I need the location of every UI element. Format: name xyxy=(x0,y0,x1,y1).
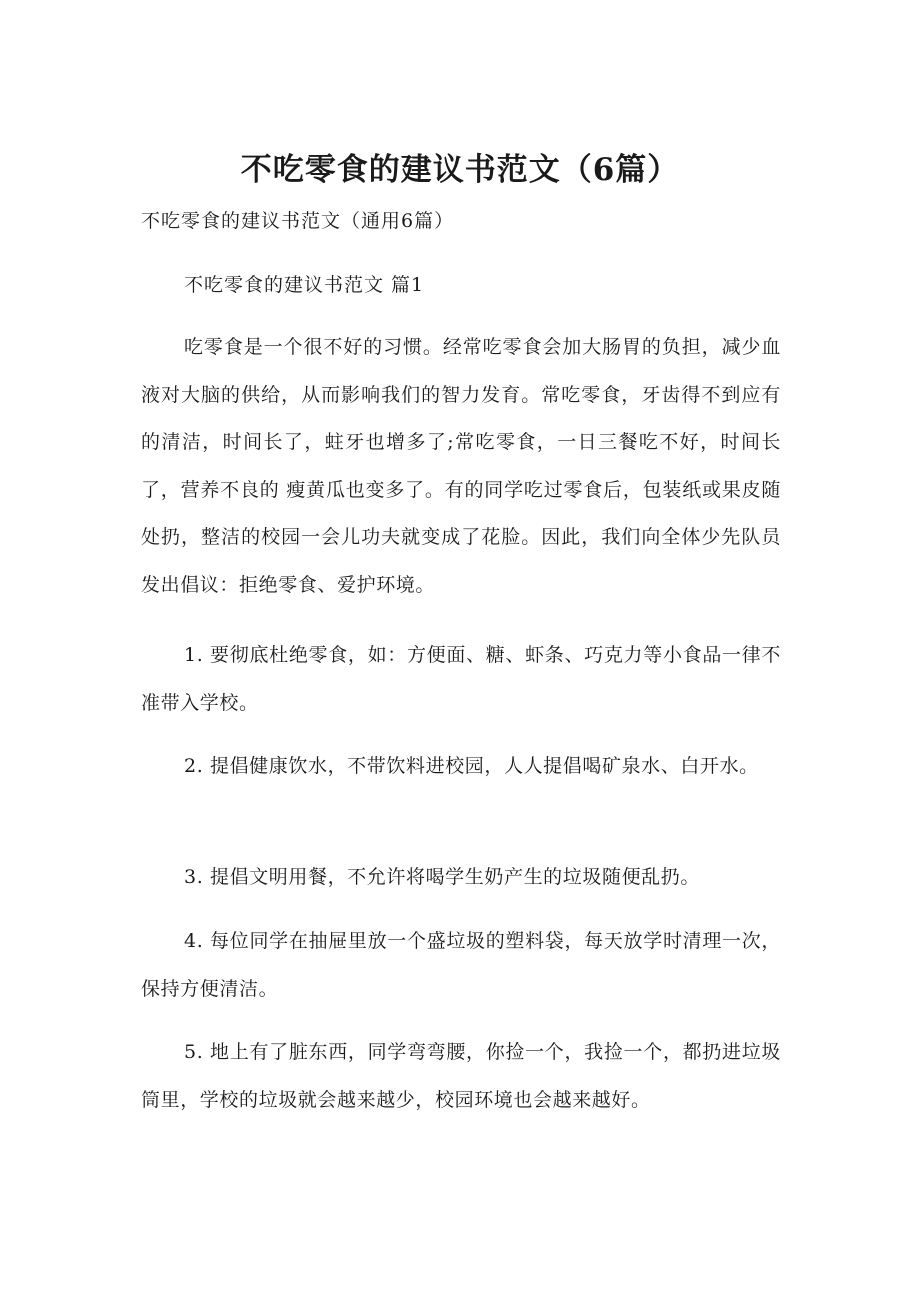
list-item: 2. 提倡健康饮水，不带饮料进校园，人人提倡喝矿泉水、白开水。 xyxy=(184,755,759,777)
document-subtitle: 不吃零食的建议书范文（通用6篇） xyxy=(141,210,455,232)
section-heading: 不吃零食的建议书范文 篇1 xyxy=(184,274,425,296)
intro-paragraph: 吃零食是一个很不好的习惯。经常吃零食会加大肠胃的负担，减少血液对大脑的供给，从而影响我们的智力发育。常吃零食，牙齿得不到应有的清洁，时间长了，蛀牙也增多了;常吃零食，一日三餐吃不好，时间长了，营养不良的 瘦黄瓜也变多了。有的同学吃过零食后，包装纸或果皮随处扔，整洁的校园一会儿功夫就变成了花脸。因此，我们向全体少先队员发出倡议：拒绝零食、爱护环境。 xyxy=(141,336,781,596)
document-title: 不吃零食的建议书范文（6篇） xyxy=(240,152,680,188)
list-item: 4. 每位同学在抽屉里放一个盛垃圾的塑料袋，每天放学时清理一次，保持方便清洁。 xyxy=(141,930,781,1000)
list-item: 1. 要彻底杜绝零食，如：方便面、糖、虾条、巧克力等小食品一律不准带入学校。 xyxy=(141,644,781,714)
list-item: 5. 地上有了脏东西，同学弯弯腰，你捡一个，我捡一个，都扔进垃圾筒里，学校的垃圾就会越来越少，校园环境也会越来越好。 xyxy=(141,1041,781,1111)
list-item: 3. 提倡文明用餐，不允许将喝学生奶产生的垃圾随便乱扔。 xyxy=(184,866,700,888)
